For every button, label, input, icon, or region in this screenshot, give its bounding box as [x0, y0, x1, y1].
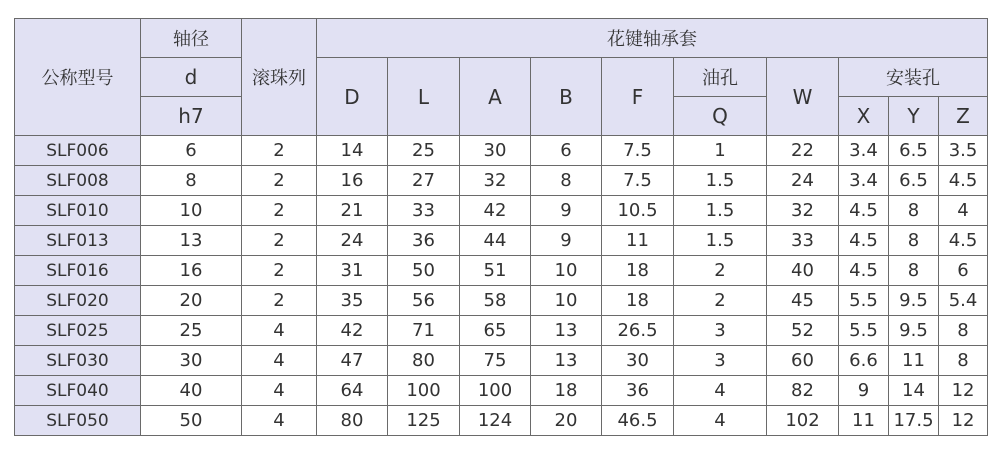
cell-B: 6 [531, 136, 602, 166]
cell-X: 5.5 [839, 316, 889, 346]
header-h7: h7 [141, 97, 242, 136]
cell-B: 20 [531, 406, 602, 436]
cell-X: 3.4 [839, 166, 889, 196]
cell-d: 16 [141, 256, 242, 286]
cell-Q: 3 [674, 316, 767, 346]
cell-F: 46.5 [602, 406, 674, 436]
table-row [15, 196, 988, 226]
header-Q: Q [674, 97, 767, 136]
cell-Q: 1.5 [674, 226, 767, 256]
cell-model: SLF006 [15, 136, 141, 166]
cell-F: 7.5 [602, 136, 674, 166]
table-row [15, 136, 988, 166]
cell-ball-rows: 2 [242, 256, 317, 286]
cell-Y: 11 [889, 346, 939, 376]
cell-F: 7.5 [602, 166, 674, 196]
cell-B: 10 [531, 286, 602, 316]
spec-table [14, 18, 988, 436]
header-X: X [839, 97, 889, 136]
cell-d: 13 [141, 226, 242, 256]
cell-model: SLF020 [15, 286, 141, 316]
cell-L: 80 [388, 346, 460, 376]
cell-Y: 6.5 [889, 136, 939, 166]
header-B: B [531, 58, 602, 136]
header-ball-rows: 滚珠列 [242, 19, 317, 136]
cell-d: 50 [141, 406, 242, 436]
cell-d: 40 [141, 376, 242, 406]
cell-W: 40 [767, 256, 839, 286]
table-row [15, 166, 988, 196]
cell-A: 75 [460, 346, 531, 376]
header-model: 公称型号 [15, 19, 141, 136]
cell-W: 60 [767, 346, 839, 376]
table-row [15, 346, 988, 376]
cell-X: 9 [839, 376, 889, 406]
cell-d: 8 [141, 166, 242, 196]
cell-X: 3.4 [839, 136, 889, 166]
cell-d: 6 [141, 136, 242, 166]
cell-D: 24 [317, 226, 388, 256]
cell-Y: 9.5 [889, 316, 939, 346]
cell-Q: 1.5 [674, 166, 767, 196]
cell-L: 33 [388, 196, 460, 226]
cell-L: 56 [388, 286, 460, 316]
cell-ball-rows: 2 [242, 226, 317, 256]
cell-W: 24 [767, 166, 839, 196]
cell-L: 71 [388, 316, 460, 346]
cell-X: 4.5 [839, 196, 889, 226]
cell-ball-rows: 2 [242, 136, 317, 166]
cell-F: 26.5 [602, 316, 674, 346]
cell-Q: 1.5 [674, 196, 767, 226]
table-row [15, 226, 988, 256]
header-Y: Y [889, 97, 939, 136]
header-d: d [141, 58, 242, 97]
cell-d: 25 [141, 316, 242, 346]
cell-X: 6.6 [839, 346, 889, 376]
cell-Y: 14 [889, 376, 939, 406]
cell-Q: 4 [674, 406, 767, 436]
cell-Z: 5.4 [939, 286, 988, 316]
cell-d: 10 [141, 196, 242, 226]
cell-d: 20 [141, 286, 242, 316]
cell-B: 13 [531, 316, 602, 346]
cell-Y: 6.5 [889, 166, 939, 196]
cell-D: 42 [317, 316, 388, 346]
cell-model: SLF050 [15, 406, 141, 436]
cell-ball-rows: 4 [242, 406, 317, 436]
cell-L: 36 [388, 226, 460, 256]
cell-F: 18 [602, 256, 674, 286]
cell-D: 64 [317, 376, 388, 406]
cell-A: 30 [460, 136, 531, 166]
cell-Y: 17.5 [889, 406, 939, 436]
cell-ball-rows: 2 [242, 286, 317, 316]
cell-ball-rows: 4 [242, 316, 317, 346]
cell-W: 82 [767, 376, 839, 406]
cell-Z: 8 [939, 346, 988, 376]
cell-B: 9 [531, 226, 602, 256]
cell-D: 21 [317, 196, 388, 226]
cell-ball-rows: 4 [242, 346, 317, 376]
cell-A: 32 [460, 166, 531, 196]
header-D: D [317, 58, 388, 136]
cell-X: 5.5 [839, 286, 889, 316]
cell-F: 30 [602, 346, 674, 376]
cell-X: 11 [839, 406, 889, 436]
cell-model: SLF016 [15, 256, 141, 286]
cell-Y: 8 [889, 226, 939, 256]
cell-model: SLF013 [15, 226, 141, 256]
cell-B: 9 [531, 196, 602, 226]
table-body [15, 136, 988, 436]
cell-D: 14 [317, 136, 388, 166]
cell-A: 44 [460, 226, 531, 256]
cell-W: 32 [767, 196, 839, 226]
table-row [15, 376, 988, 406]
cell-model: SLF010 [15, 196, 141, 226]
cell-D: 31 [317, 256, 388, 286]
cell-W: 22 [767, 136, 839, 166]
cell-Q: 4 [674, 376, 767, 406]
cell-A: 124 [460, 406, 531, 436]
cell-D: 47 [317, 346, 388, 376]
cell-Z: 4.5 [939, 166, 988, 196]
cell-F: 10.5 [602, 196, 674, 226]
cell-X: 4.5 [839, 226, 889, 256]
cell-model: SLF040 [15, 376, 141, 406]
cell-A: 65 [460, 316, 531, 346]
cell-ball-rows: 2 [242, 166, 317, 196]
cell-model: SLF030 [15, 346, 141, 376]
header-oil-hole: 油孔 [674, 58, 767, 97]
cell-Z: 8 [939, 316, 988, 346]
header-L: L [388, 58, 460, 136]
cell-Z: 4.5 [939, 226, 988, 256]
header-F: F [602, 58, 674, 136]
header-spline-nut: 花键轴承套 [317, 19, 988, 58]
cell-Z: 6 [939, 256, 988, 286]
cell-F: 11 [602, 226, 674, 256]
cell-Q: 2 [674, 286, 767, 316]
header-shaft-diameter: 轴径 [141, 19, 242, 58]
cell-X: 4.5 [839, 256, 889, 286]
cell-D: 16 [317, 166, 388, 196]
cell-D: 80 [317, 406, 388, 436]
cell-L: 100 [388, 376, 460, 406]
cell-Q: 1 [674, 136, 767, 166]
cell-d: 30 [141, 346, 242, 376]
cell-A: 51 [460, 256, 531, 286]
cell-Q: 2 [674, 256, 767, 286]
cell-A: 58 [460, 286, 531, 316]
cell-Z: 12 [939, 406, 988, 436]
cell-A: 42 [460, 196, 531, 226]
cell-W: 33 [767, 226, 839, 256]
cell-F: 36 [602, 376, 674, 406]
cell-D: 35 [317, 286, 388, 316]
cell-Y: 8 [889, 196, 939, 226]
cell-W: 45 [767, 286, 839, 316]
table-row [15, 256, 988, 286]
cell-Z: 3.5 [939, 136, 988, 166]
cell-Z: 4 [939, 196, 988, 226]
cell-model: SLF025 [15, 316, 141, 346]
table-row [15, 406, 988, 436]
cell-B: 8 [531, 166, 602, 196]
cell-Z: 12 [939, 376, 988, 406]
header-Z: Z [939, 97, 988, 136]
cell-L: 25 [388, 136, 460, 166]
header-W: W [767, 58, 839, 136]
cell-L: 125 [388, 406, 460, 436]
cell-Y: 9.5 [889, 286, 939, 316]
cell-B: 18 [531, 376, 602, 406]
cell-Q: 3 [674, 346, 767, 376]
cell-W: 102 [767, 406, 839, 436]
cell-B: 13 [531, 346, 602, 376]
cell-model: SLF008 [15, 166, 141, 196]
cell-F: 18 [602, 286, 674, 316]
cell-ball-rows: 4 [242, 376, 317, 406]
header-A: A [460, 58, 531, 136]
table-row [15, 316, 988, 346]
table-row [15, 286, 988, 316]
cell-L: 27 [388, 166, 460, 196]
cell-ball-rows: 2 [242, 196, 317, 226]
cell-B: 10 [531, 256, 602, 286]
cell-Y: 8 [889, 256, 939, 286]
header-mounting-hole: 安装孔 [839, 58, 988, 97]
cell-A: 100 [460, 376, 531, 406]
cell-L: 50 [388, 256, 460, 286]
cell-W: 52 [767, 316, 839, 346]
